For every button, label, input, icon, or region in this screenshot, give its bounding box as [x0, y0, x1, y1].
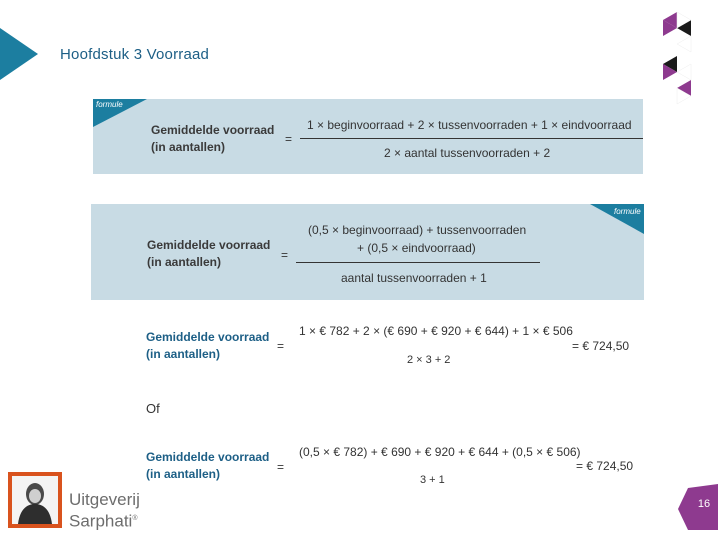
calc2-equals: = [277, 460, 285, 474]
page-number: 16 [697, 498, 711, 510]
logo-text-line2 [69, 509, 138, 532]
calc1-result: = € 724,50 [572, 339, 630, 353]
formula2-numerator-line2: + (0,5 × eindvoorraad) [357, 241, 476, 255]
calc2-result: = € 724,50 [576, 459, 634, 473]
formula2-fraction-line [296, 262, 540, 263]
formula1-fraction-line [300, 138, 643, 139]
formula-tag-1-label: formule [96, 100, 123, 109]
or-text: Of [146, 401, 160, 416]
logo-registered-mark: ® [132, 515, 138, 522]
formula1-label-line1: Gemiddelde voorraad [151, 123, 275, 137]
calc2-label [146, 449, 269, 483]
calc1-label-line2: (in aantallen) [146, 347, 221, 361]
calc1-label-line1: Gemiddelde voorraad [146, 330, 270, 344]
formula1-equals: = [285, 132, 293, 146]
calc1-denominator: 2 × 3 + 2 [407, 354, 451, 366]
formula2-equals: = [281, 248, 289, 262]
formula1-label-line2: (in aantallen) [151, 140, 226, 154]
calc1-label [146, 329, 269, 363]
calc1-numerator: 1 × € 782 + 2 × (€ 690 + € 920 + € 644) + 1 × € 506 [299, 324, 573, 338]
calc2-denominator: 3 + 1 [420, 474, 445, 486]
left-accent-triangle [0, 28, 38, 80]
formula2-denominator: aantal tussenvoorraden + 1 [341, 271, 487, 285]
page-title: Hoofdstuk 3 Voorraad [60, 46, 210, 63]
hexagon-decoration [655, 8, 715, 108]
formula1-denominator: 2 × aantal tussenvoorraden + 2 [384, 146, 551, 160]
formula2-label-line1: Gemiddelde voorraad [147, 238, 271, 252]
formula1-numerator: 1 × beginvoorraad + 2 × tussenvoorraden + 1 × eindvoorraad [307, 118, 632, 132]
formula2-numerator-line1: (0,5 × beginvoorraad) + tussenvoorraden [308, 223, 527, 237]
portrait-icon [12, 476, 58, 524]
calc2-label-line1: Gemiddelde voorraad [146, 450, 270, 464]
formula-tag-2-label: formule [614, 207, 641, 216]
formula2-label [147, 237, 270, 271]
publisher-logo [8, 472, 62, 528]
formula2-label-line2: (in aantallen) [147, 255, 222, 269]
calc2-label-line2: (in aantallen) [146, 467, 221, 481]
logo-name: Sarphati [69, 511, 133, 531]
logo-text-line1: Uitgeverij [69, 490, 140, 509]
formula1-label [151, 122, 274, 156]
calc1-equals: = [277, 339, 285, 353]
calc2-numerator: (0,5 × € 782) + € 690 + € 920 + € 644 + (0,5 × € 506) [299, 445, 581, 459]
